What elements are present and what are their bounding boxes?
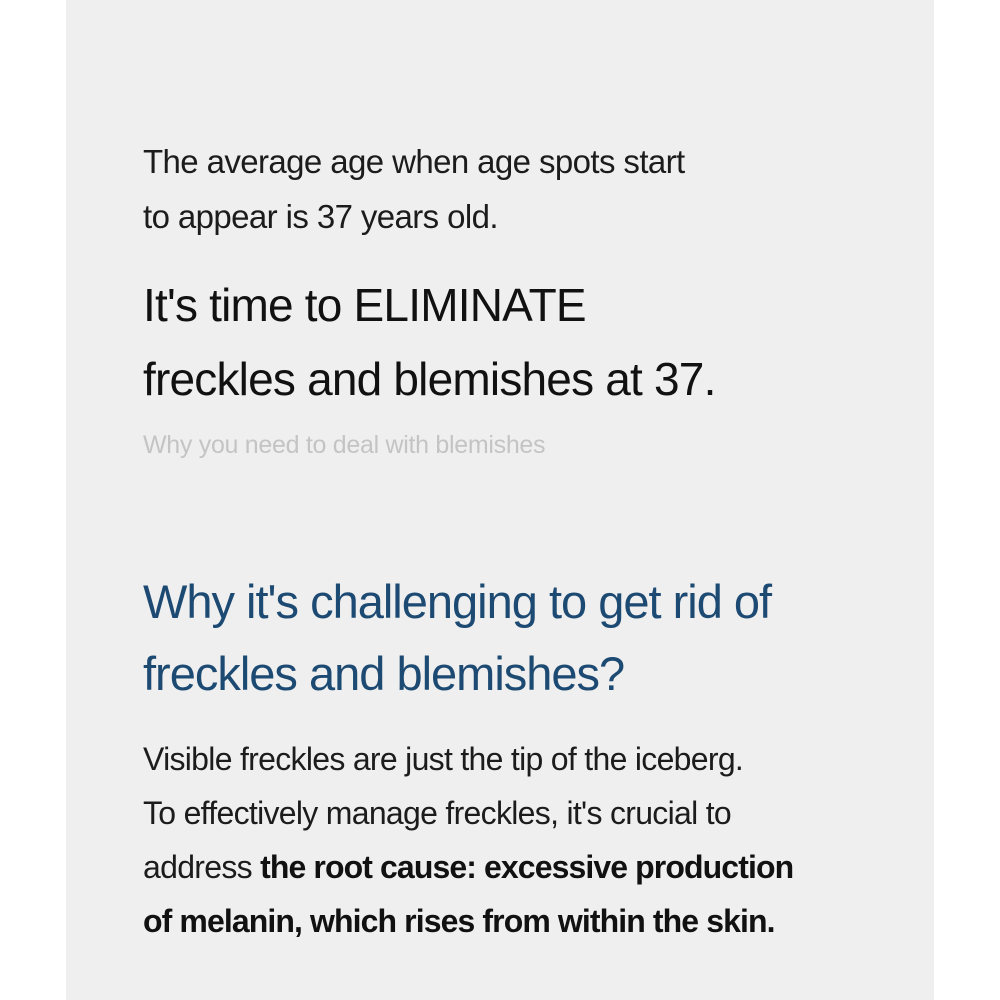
body-text-emphasis: the root cause: excessive production [260,849,794,885]
intro-text [143,134,843,244]
content-panel [66,0,934,1000]
body-text-emphasis: of melanin, which rises from within the skin. [143,903,775,939]
section-title [143,566,923,710]
section-body [143,732,923,948]
body-line [143,840,923,894]
sub-caption: Why you need to deal with blemishes [143,431,546,459]
headline-line: It's time to ELIMINATE [143,279,586,331]
body-line: Visible freckles are just the tip of the iceberg. [143,741,744,777]
intro-line: The average age when age spots start [143,143,685,180]
section-title-line: freckles and blemishes? [143,647,625,700]
body-line [143,894,923,948]
headline [143,268,903,416]
body-text-plain: address [143,849,261,885]
section-title-line: Why it's challenging to get rid of [143,575,772,628]
intro-line: to appear is 37 years old. [143,198,498,235]
headline-line: freckles and blemishes at 37. [143,353,716,405]
body-line: To effectively manage freckles, it's crucial to [143,795,731,831]
